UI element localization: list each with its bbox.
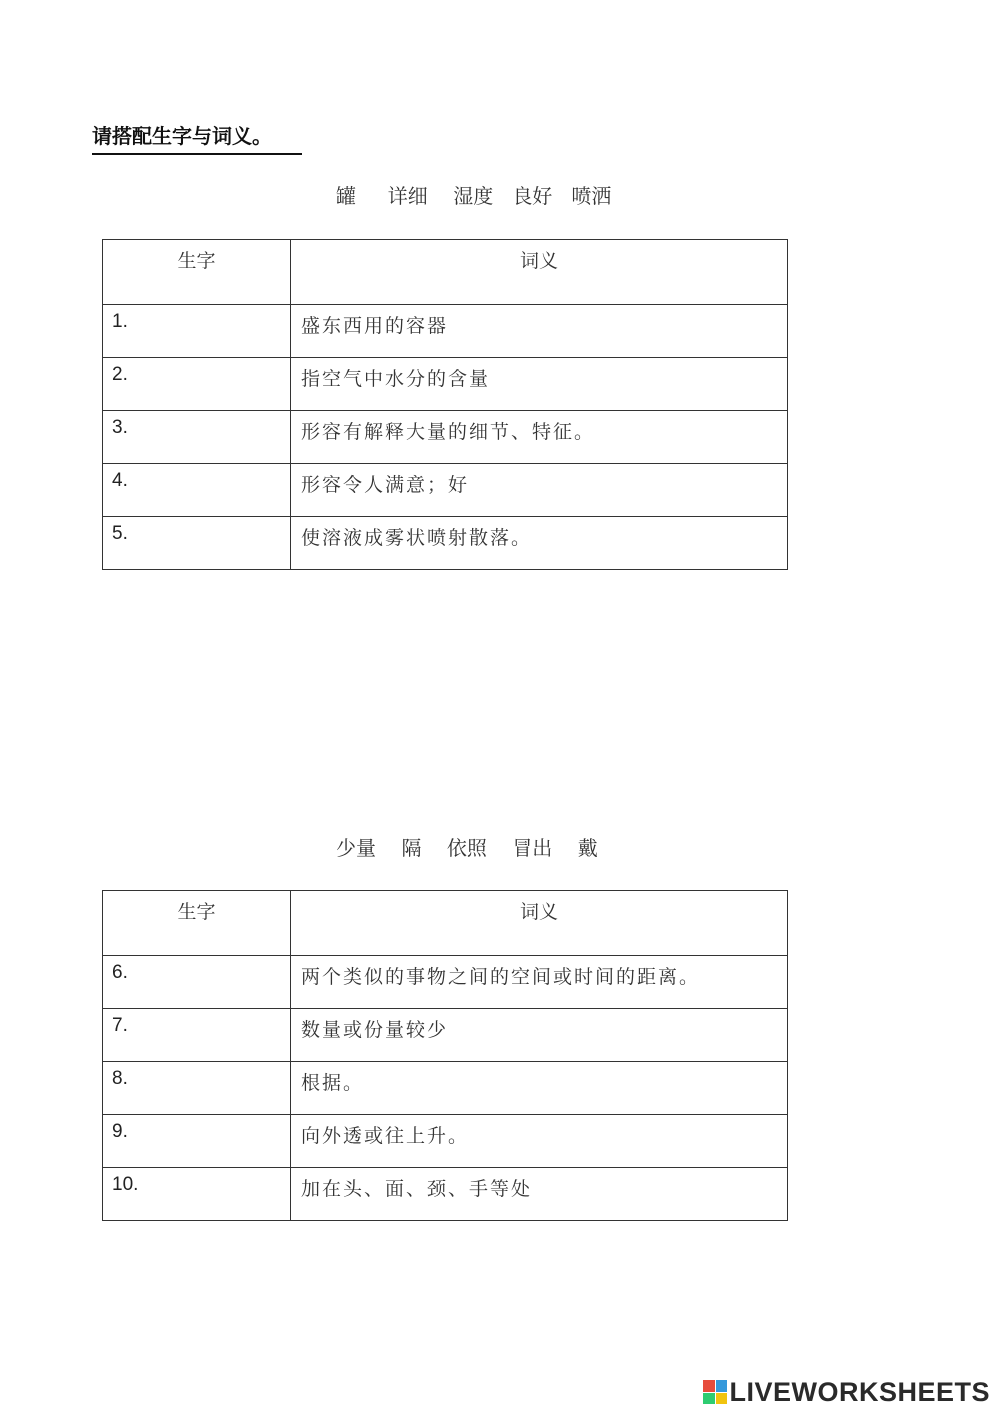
answer-cell[interactable] <box>103 411 291 464</box>
liveworksheets-logo-icon <box>703 1380 727 1404</box>
answer-cell[interactable] <box>103 1009 291 1062</box>
meaning-cell: 加在头、面、颈、手等处 <box>291 1168 788 1221</box>
table-row <box>103 1115 788 1168</box>
word-bank-2 <box>336 832 598 861</box>
word-bank-item: 少量 <box>336 836 376 860</box>
row-number: 3. <box>112 417 128 438</box>
word-bank-item: 冒出 <box>512 836 553 860</box>
word-bank-item: 详细 <box>387 184 428 208</box>
row-number: 8. <box>112 1068 128 1089</box>
meaning-cell: 形容令人满意；好 <box>291 464 788 517</box>
answer-cell[interactable] <box>103 358 291 411</box>
word-bank-item: 戴 <box>577 836 598 860</box>
header-word: 生字 <box>103 891 291 956</box>
meaning-cell: 盛东西用的容器 <box>291 305 788 358</box>
brand-text: LIVEWORKSHEETS <box>729 1376 990 1407</box>
table-row <box>103 517 788 570</box>
row-number: 4. <box>112 470 128 491</box>
meaning-cell: 向外透或往上升。 <box>291 1115 788 1168</box>
meaning-cell: 两个类似的事物之间的空间或时间的距离。 <box>291 956 788 1009</box>
meaning-cell: 形容有解释大量的细节、特征。 <box>291 411 788 464</box>
table-row <box>103 1009 788 1062</box>
table-row <box>103 1062 788 1115</box>
row-number: 6. <box>112 962 128 983</box>
table-row <box>103 956 788 1009</box>
row-number: 1. <box>112 311 128 332</box>
row-number: 5. <box>112 523 128 544</box>
brand-footer <box>703 1377 990 1407</box>
table-row <box>103 411 788 464</box>
word-bank-item: 罐 <box>336 184 356 208</box>
row-number: 7. <box>112 1015 128 1036</box>
header-meaning: 词义 <box>291 240 788 305</box>
table-row <box>103 1168 788 1221</box>
logo-square <box>703 1393 715 1405</box>
table-row <box>103 464 788 517</box>
instruction-title: 请搭配生字与词义。 <box>92 120 302 155</box>
answer-cell[interactable] <box>103 517 291 570</box>
logo-square <box>703 1380 715 1392</box>
matching-table-2 <box>102 890 788 1221</box>
table-row <box>103 358 788 411</box>
word-bank-1 <box>336 180 611 209</box>
answer-cell[interactable] <box>103 464 291 517</box>
answer-cell[interactable] <box>103 305 291 358</box>
row-number: 2. <box>112 364 128 385</box>
table-header-row <box>103 891 788 956</box>
logo-square <box>716 1393 728 1405</box>
logo-square <box>716 1380 728 1392</box>
header-meaning: 词义 <box>291 891 788 956</box>
header-word: 生字 <box>103 240 291 305</box>
meaning-cell: 数量或份量较少 <box>291 1009 788 1062</box>
word-bank-item: 喷洒 <box>571 184 612 208</box>
row-number: 9. <box>112 1121 128 1142</box>
meaning-cell: 使溶液成雾状喷射散落。 <box>291 517 788 570</box>
answer-cell[interactable] <box>103 1062 291 1115</box>
word-bank-item: 依照 <box>446 836 487 860</box>
answer-cell[interactable] <box>103 1168 291 1221</box>
row-number: 10. <box>112 1174 139 1195</box>
word-bank-item: 良好 <box>512 184 553 208</box>
word-bank-item: 湿度 <box>453 184 494 208</box>
matching-table-1 <box>102 239 788 570</box>
table-header-row <box>103 240 788 305</box>
answer-cell[interactable] <box>103 1115 291 1168</box>
answer-cell[interactable] <box>103 956 291 1009</box>
meaning-cell: 根据。 <box>291 1062 788 1115</box>
table-row <box>103 305 788 358</box>
word-bank-item: 隔 <box>401 836 422 860</box>
meaning-cell: 指空气中水分的含量 <box>291 358 788 411</box>
